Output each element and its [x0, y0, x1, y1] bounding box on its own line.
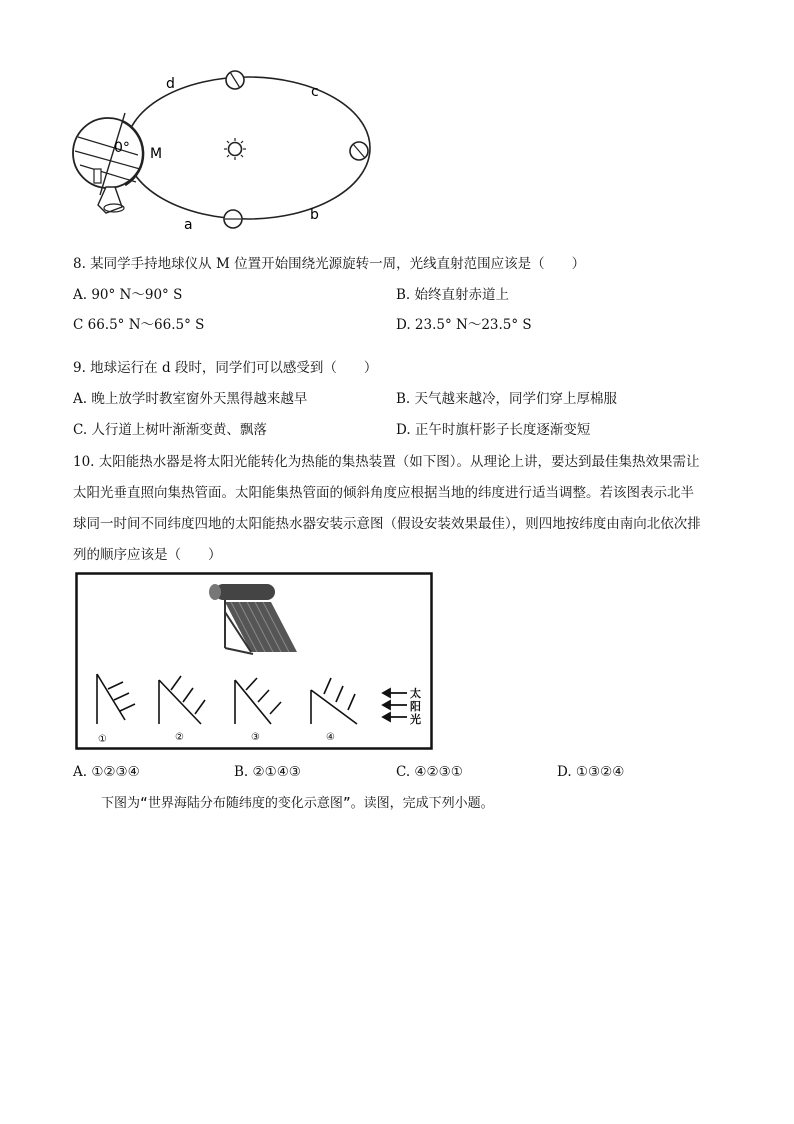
question-10-stem-line-3: 球同一时间不同纬度四地的太阳能热水器安装示意图（假设安装效果最佳），则四地按纬度由南向北依次排: [73, 516, 701, 532]
question-9-stem: 9. 地球运行在 d 段时，同学们可以感受到（ ）: [73, 360, 378, 376]
orbit-ellipse: [126, 77, 370, 219]
globe-model: [73, 113, 143, 213]
question-10-option-c: C. ④②③①: [396, 764, 463, 780]
orbit-label-b: b: [310, 207, 319, 223]
question-9-option-b: B. 天气越来越冷，同学们穿上厚棉服: [396, 391, 618, 407]
orbit-diagram: [70, 65, 390, 240]
orbit-label-m: M: [150, 146, 163, 162]
panel-label-2: ②: [175, 732, 184, 743]
panel-label-4: ④: [326, 732, 335, 743]
question-10-stem-line-1: 10. 太阳能热水器是将太阳光能转化为热能的集热装置（如下图）。从理论上讲，要达到最佳集热效果需让: [73, 454, 700, 470]
next-section-intro: 下图为“世界海陆分布随纬度的变化示意图”。读图，完成下列小题。: [101, 796, 494, 811]
question-8-option-b: B. 始终直射赤道上: [396, 287, 510, 303]
sun-light-label: 太阳光: [410, 687, 421, 726]
question-8-option-d: D. 23.5° N～23.5° S: [396, 317, 532, 333]
question-8-stem: 8. 某同学手持地球仪从 M 位置开始围绕光源旋转一周，光线直射范围应该是（ ）: [73, 256, 586, 272]
orbit-label-a: a: [184, 217, 193, 233]
question-10-option-d: D. ①③②④: [557, 764, 625, 780]
question-8-option-c: C 66.5° N～66.5° S: [73, 317, 205, 333]
question-8-option-a: A. 90° N～90° S: [73, 287, 183, 303]
earth-position-top: [226, 71, 244, 89]
question-9-option-a: A. 晚上放学时教室窗外天黑得越来越早: [73, 391, 308, 407]
solar-heater-figure: [75, 572, 433, 750]
orbit-label-d: d: [166, 76, 175, 92]
question-10-option-a: A. ①②③④: [73, 764, 140, 780]
question-10-stem-line-4: 列的顺序应该是（ ）: [73, 547, 222, 563]
earth-position-bottom: [224, 210, 242, 228]
orbit-label-c: c: [311, 84, 319, 100]
question-10-stem-line-2: 太阳光垂直照向集热管面。太阳能集热管面的倾斜角度应根据当地的纬度进行适当调整。若该图表示北半: [73, 485, 694, 501]
globe-angle-label: 0°: [114, 140, 130, 156]
sunlight-arrows: [383, 689, 407, 721]
question-9-option-c: C. 人行道上树叶渐渐变黄、飘落: [73, 422, 267, 438]
sun-icon: [224, 138, 246, 160]
question-10-option-b: B. ②①④③: [234, 764, 301, 780]
panel-label-3: ③: [251, 732, 260, 743]
earth-position-right: [350, 142, 368, 160]
question-9-option-d: D. 正午时旗杆影子长度逐渐变短: [396, 422, 591, 438]
panel-label-1: ①: [98, 734, 107, 745]
